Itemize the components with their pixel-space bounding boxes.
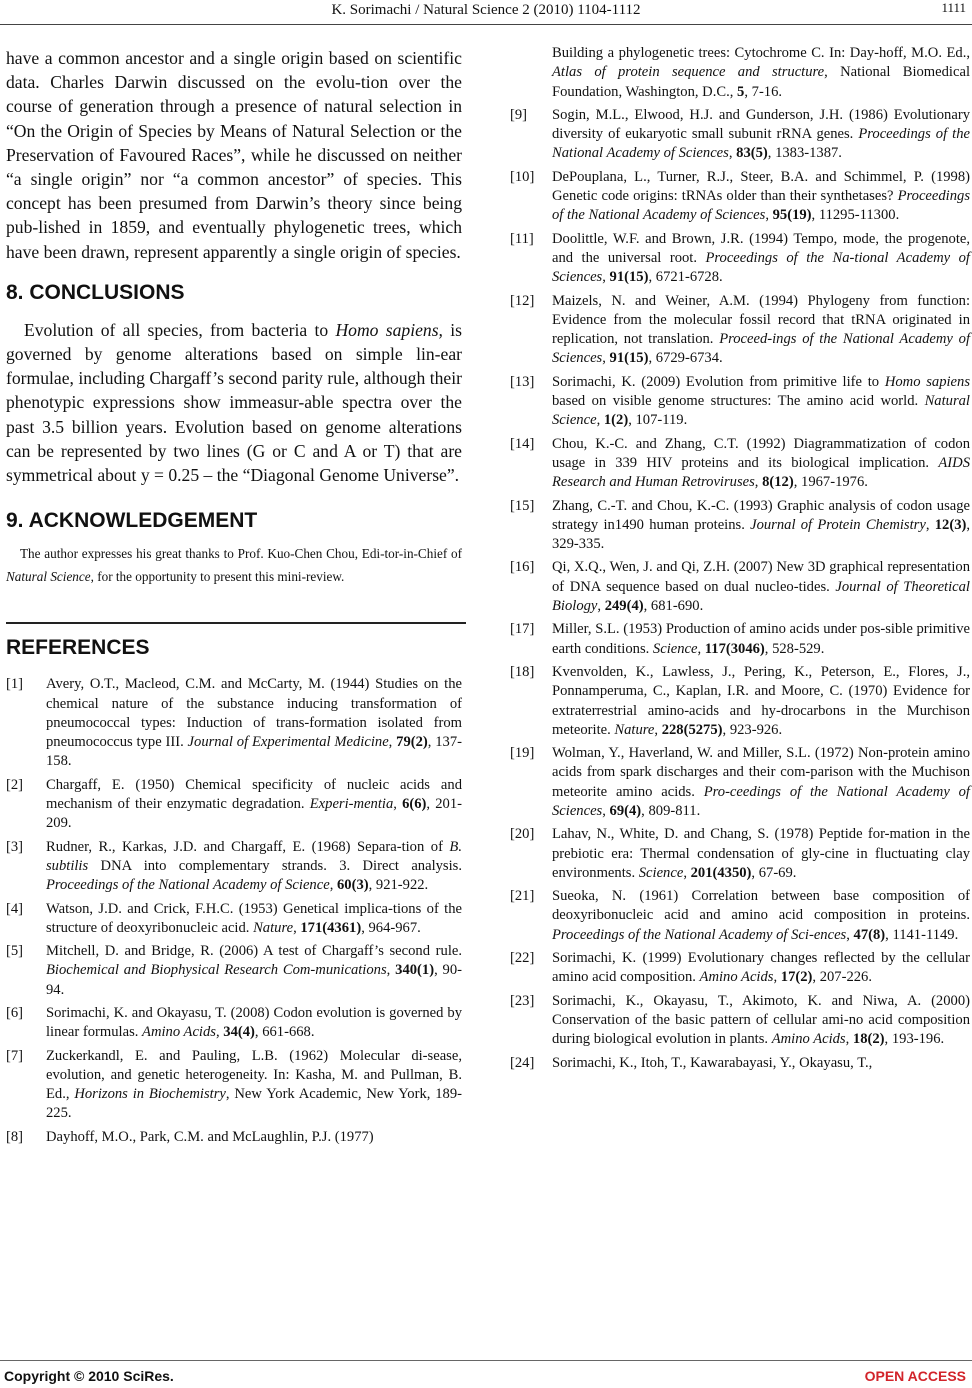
reference-item — [510, 1054, 970, 1073]
reference-item — [510, 887, 970, 945]
reference-item — [510, 949, 970, 988]
reference-item — [6, 675, 462, 771]
reference-text: Sueoka, N. (1961) Correlation between base composition of deoxyribonucleic acid and amino acid composition in proteins. Proceedings of the National Academy of Sci-ences, 47(8), 1141-1149. — [552, 888, 970, 943]
reference-item — [6, 900, 462, 939]
reference-text: DePouplana, L., Turner, R.J., Steer, B.A. and Schimmel, P. (1998) Genetic code origins: tRNAs older than their synthetases? Proceedings of the National Academy of Sciences, 95(19), 11295-11300. — [552, 168, 970, 224]
reference-item — [510, 373, 970, 431]
reference-text: Sogin, M.L., Elwood, H.J. and Gunderson, J.H. (1986) Evolutionary diversity of eukaryotic small subunit rRNA genes. Proceedings of the National Academy of Sciences, 83(5), 1383-1387. — [552, 106, 970, 162]
reference-item — [510, 497, 970, 555]
reference-text: Kvenvolden, K., Lawless, J., Pering, K., Peterson, E., Flores, J., Ponnamperuma, C., Kaplan, I.R. and Moore, C. (1970) Evidence for extraterrestrial amino-acids and hy-drocarbons in the Murchison meteorite. Nature, 228(5275), 923-926. — [552, 663, 970, 738]
acknowledgement-heading: 9. ACKNOWLEDGEMENT — [6, 509, 258, 533]
reference-number: [23] — [510, 992, 535, 1009]
header-rule — [0, 24, 972, 25]
reference-item — [6, 1128, 462, 1147]
running-head: K. Sorimachi / Natural Science 2 (2010) 1104-1112 — [331, 2, 641, 18]
reference-text: Wolman, Y., Haverland, W. and Miller, S.L. (1972) Non-protein amino acids from spark discharges and their com-parison with the Muchison meteorite amino acids. Pro-ceedings of the National Academy of Sciences, 69(4), 809-811. — [552, 745, 970, 819]
reference-number: [5] — [6, 943, 24, 960]
reference-item — [6, 776, 462, 834]
reference-number: [3] — [6, 838, 24, 855]
reference-number: [16] — [510, 559, 535, 576]
conclusions-text-2: is governed by genome alterations based on simple lin-ear formulae, including Chargaff’s second parity rule, although their phenotypic expressions show immeasur-able spectra over the past 3.5 billion years. Evolution based on genome alterations can be represented by two lines (G or C and A or T) that are symmetrical about y = 0.25 – the “Diagonal Genome Universe”. — [6, 319, 462, 486]
reference-text: Mitchell, D. and Bridge, R. (2006) A test of Chargaff’s second rule. Biochemical and Biophysical Research Com-munications, 340(1), 90-94. — [46, 943, 463, 998]
reference-item — [510, 992, 970, 1050]
reference-item — [510, 620, 970, 659]
open-access-label: OPEN ACCESS — [864, 1368, 966, 1384]
reference-number: [2] — [6, 776, 24, 793]
reference-number: [14] — [510, 435, 535, 452]
reference-text: Sorimachi, K. (2009) Evolution from primitive life to Homo sapiens based on visible genome structures: The amino acid world. Natural Science, 1(2), 107-119. — [552, 373, 970, 429]
reference-number: [15] — [510, 497, 535, 514]
reference-number: [17] — [510, 621, 535, 638]
reference-item — [6, 942, 462, 1000]
conclusions-text-1: Evolution of all species, from bacteria to — [24, 319, 336, 340]
reference-item — [510, 106, 970, 164]
reference-item — [510, 292, 970, 369]
reference-number: [13] — [510, 373, 535, 390]
reference-number: [9] — [510, 106, 528, 123]
reference-item — [510, 435, 970, 493]
ack-text-1: The author expresses his great thanks to Prof. Kuo-Chen Chou, Edi-tor-in-Chief of — [20, 546, 462, 562]
page-footer — [0, 1366, 972, 1386]
reference-item — [6, 838, 462, 896]
reference-text: Lahav, N., White, D. and Chang, S. (1978) Peptide for-mation in the prebiotic era: Thermal condensation of gly-cine in fluctuating clay environments. Science, 201(4350), 67-69. — [552, 826, 970, 881]
reference-item — [6, 1047, 462, 1124]
reference-number: [6] — [6, 1005, 24, 1021]
reference-item — [510, 825, 970, 883]
reference-text: Building a phylogenetic trees: Cytochrome C. In: Day-hoff, M.O. Ed., Atlas of protein sequence and structure, National Biomedical Foundation, Washington, D.C., 5, 7-16. — [552, 45, 970, 100]
conclusions-species: Homo sapiens, — [335, 319, 443, 340]
reference-number: [4] — [6, 900, 24, 917]
reference-number: [8] — [6, 1128, 24, 1145]
reference-number: [10] — [510, 168, 535, 185]
reference-number: [24] — [510, 1054, 535, 1071]
reference-text: Miller, S.L. (1953) Production of amino acids under pos-sible primitive earth conditions. Science, 117(3046), 528-529. — [552, 621, 970, 657]
left-column — [6, 46, 462, 1147]
reference-item — [510, 558, 970, 616]
reference-text: Sorimachi, K., Okayasu, T., Akimoto, K. and Niwa, A. (2000) Conservation of the basic pattern of cellular ami-no acid composition during biological evolution in plants. Amino Acids, 18(2), 193-196. — [552, 992, 970, 1048]
reference-text: Chargaff, E. (1950) Chemical specificity of nucleic acids and mechanism of their enzymatic degradation. Experi-mentia, 6(6), 201-209. — [46, 776, 462, 832]
reference-number: [22] — [510, 950, 535, 967]
reference-number: [18] — [510, 663, 535, 680]
page-header — [0, 0, 972, 24]
acknowledgement-paragraph — [6, 543, 462, 588]
reference-number: [1] — [6, 676, 24, 693]
reference-text: Watson, J.D. and Crick, F.H.C. (1953) Genetical implica-tions of the structure of deoxyribonucleic acid. Nature, 171(4361), 964-967. — [46, 900, 462, 936]
copyright-notice: Copyright © 2010 SciRes. — [4, 1368, 174, 1384]
reference-text: Qi, X.Q., Wen, J. and Qi, Z.H. (2007) New 3D graphical representation of DNA sequence based on dual nucleo-tides. Journal of Theoretical Biology, 249(4), 681-690. — [552, 559, 970, 615]
reference-text: Dayhoff, M.O., Park, C.M. and McLaughlin, P.J. (1977) — [46, 1128, 374, 1145]
footer-rule — [0, 1360, 972, 1361]
reference-number: [21] — [510, 888, 535, 905]
page-number: 1111 — [941, 0, 966, 15]
right-column — [510, 44, 970, 1073]
intro-paragraph: have a common ancestor and a single origin based on scientific data. Charles Darwin discussed on the evolu-tion over the course of generation through a presence of natural selection in “On the Origin of Species by Means of Natural Selection or the Preservation of Favoured Races”, while he discussed on neither “a single origin” nor “a common ancestor” of species. This concept has been presumed from Darwin’s theory since being pub-lished in 1859, and eventually phylogenetic trees, which have been drawn, represent apparently a single origin of species. — [6, 48, 462, 262]
conclusions-heading: 8. CONCLUSIONS — [6, 280, 185, 304]
reference-text: Zuckerkandl, E. and Pauling, L.B. (1962) Molecular di-sease, evolution, and genetic heterogeneity. In: Kasha, M. and Pullman, B. Ed., Horizons in Biochemistry, New York Academic, New York, 189-225. — [46, 1047, 462, 1122]
reference-item — [6, 1004, 462, 1043]
reference-text: Rudner, R., Karkas, J.D. and Chargaff, E. (1968) Separa-tion of B. subtilis DNA into complementary strands. 3. Direct analysis. Proceedings of the National Academy of Science, 60(3), 921-922. — [46, 838, 462, 894]
reference-number: [7] — [6, 1047, 24, 1064]
reference-number: [20] — [510, 826, 535, 843]
reference-number: [11] — [510, 230, 534, 247]
reference-text: Maizels, N. and Weiner, A.M. (1994) Phylogeny from function: Evidence from the molecular fossil record that tRNA originated in replication, not translation. Proceed-ings of the National Academy of Sciences, 91(15), 6729-6734. — [552, 292, 970, 367]
reference-text: Zhang, C.-T. and Chou, K.-C. (1993) Graphic analysis of codon usage strategy in1490 human proteins. Journal of Protein Chemistry, 12(3), 329-335. — [552, 497, 971, 553]
reference-text: Sorimachi, K. (1999) Evolutionary changes reflected by the cellular amino acid composition. Amino Acids, 17(2), 207-226. — [552, 950, 970, 986]
references-list-left — [6, 675, 462, 1147]
reference-item — [510, 168, 970, 226]
reference-number: [19] — [510, 745, 535, 762]
ack-text-2: , for the opportunity to present this mini-review. — [90, 568, 345, 584]
ack-journal: Natural Science — [6, 568, 91, 584]
reference-item-continued — [510, 44, 970, 102]
reference-text: Chou, K.-C. and Zhang, C.T. (1992) Diagrammatization of codon usage in 339 HIV proteins and its biological implication. AIDS Research and Human Retroviruses, 8(12), 1967-1976. — [552, 435, 970, 491]
conclusions-paragraph — [6, 318, 462, 487]
reference-text: Doolittle, W.F. and Brown, J.R. (1994) Tempo, mode, the progenote, and the universal root. Proceedings of the Na-tional Academy of Sciences, 91(15), 6721-6728. — [552, 230, 970, 286]
reference-text: Avery, O.T., Macleod, C.M. and McCarty, M. (1944) Studies on the chemical nature of the substance inducing transformation of pneumococcal types: Induction of trans-formation isolated from pneumococcus type III. Journal of Experimental Medicine, 79(2), 137-158. — [46, 676, 462, 770]
reference-text: Sorimachi, K., Itoh, T., Kawarabayasi, Y., Okayasu, T., — [552, 1054, 873, 1071]
reference-item — [510, 663, 970, 740]
references-rule — [6, 622, 466, 624]
reference-text: Sorimachi, K. and Okayasu, T. (2008) Codon evolution is governed by linear formulas. Amino Acids, 34(4), 661-668. — [46, 1005, 462, 1041]
reference-item — [510, 744, 970, 821]
reference-number: [12] — [510, 292, 535, 309]
reference-item — [510, 230, 970, 288]
references-heading: REFERENCES — [6, 636, 150, 660]
